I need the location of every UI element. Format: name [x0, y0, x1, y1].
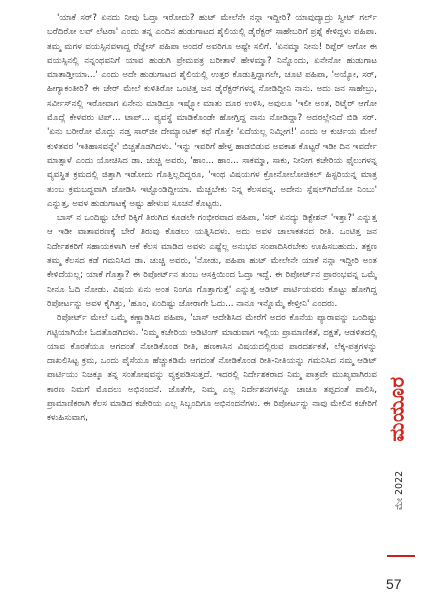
magazine-masthead [376, 365, 418, 453]
article-paragraph-2: ಬಾಸ್ ನ ಒಂದಿಷ್ಟು ಬೇರೆ ರಿಕ್ಕಿಗೆ ತಿರುಗಿದ ಕೂಡಲೇ ಗಂಭೀರವಾದ ಪಹಿಪಾ, 'ಸರ್ ಏನದ್ಯು ಡಿಕ್ಟೇಶನ್ 'ಇತ್ತಾ?' ಎನ್ನುತ್ತ ಆ ಇಡೀ ವಾತಾವರಣಕ್ಕೆ ಬೇರೆ ತಿರುವು ಕೊಡಲು ಯತ್ನಿಸಿದಳು. ಅದು ಅವಳ ಚಾಲಾಕತನದ ರೀತಿ. ಒಂಟಿತ್ತ ಜನ ನಿರ್ದೇಶಕರಿಗೆ ಸಹಾಯಕಳಾಗಿ ಆಕೆ ಕೆಲಸ ಮಾಡಿದ ಅವಳು ಎಷ್ಟೆಲ್ಲ ಅನುಭವ ಸಂಪಾದಿಸಿರಬೇಕು ಊಹಿಸಬಹುದು. ತಕ್ಷಣ ತಮ್ಮ ಕೆಲಸದ ಕಡೆ ಗಮನಿಸಿದ ಡಾ. ಚುಚ್ಚಿ ಅವರು, 'ನೋಡು, ಪಹಿಪಾ ಹುಟ್ ಮೇಲೇನೇ ಯಾಕೆ ನನ್ಗಾ ಇದ್ದೀರಿ ಅಂತ ಕೇಳಿದೆಯಲ್ಲ; ಯಾಕೆ ಗೊತ್ತಾ? ಈ ರಿಪೋರ್ಟ್‌ನ ತುಂಬ ಆಸಕ್ತಿಯಿಂದ ಓದ್ತಾ ಇದ್ದೆ. ಈ ರಿಪೋರ್ಟ್‌ನ ಪ್ರಾರಂಭವನ್ನ ಒಮ್ಮೆ ನೀನೂ ಓದಿ ನೋಡು. ವಿಷಯ ಏನು ಅಂತ ನಿಂಗೂ ಗೊತ್ತಾಗುತ್ತೆ' ಎನ್ನುತ್ತ ಆಡಿಟ್ ಪಾರ್ಟಿಯವರು ಕೊಟ್ಟು ಹೋಗಿದ್ದ ರಿಪೋರ್ಟನ್ನು ಅವಳ ಕೈಗಿತ್ತು, 'ಹೂಂ, ಏಂದಿಷ್ಟು ಜೋರಾಗೇ ಓದು... ನಾನೂ ಇನ್ನೊಮ್ಮೆ ಕೇಳ್ತೀನಿ' ಎಂದರು. [47, 213, 377, 309]
issue-date-text: ಮೇ 2022 [394, 470, 406, 510]
issue-date [383, 460, 417, 520]
article-paragraph-1: 'ಯಾಕೆ ಸರ್? ಏನದು ನೀವು ಓದ್ತಾ ಇರೋದು? ಹುಟ್ ಮೇಲೆನೇ ನನ್ಗಾ ಇದ್ದೀರಿ? ಯಾವುದ್ಯಾದ್ರು ಸ್ವೀಟ್ ಗರ್ಲ್ ಬರೆದಿರೋ ಲವ್ ಲೆಟರಾ' ಎಂದು ತನ್ನ ಎಂದಿನ ಹುಡುಗಾಟದ ಶೈಲಿಯಲ್ಲಿ ಡೈರೆಕ್ಟರ್ ಸಾಹೇಬರಿಗೆ ಪ್ರಶ್ನೆ ಕೇಳಿದ್ದಳು ಪಹಿಪಾ. ತಮ್ಮ ಮಗಳ ವಯಸ್ಸಿನವಳಾದ್ದ ರೆಜ್ಞೇಸ್ ಪಹಿಪಾ ಅಂದರೆ ಅವರಿಗೂ ಅಷ್ಟೇ ಸಲಿಗೆ. 'ಏನಮ್ಮಾ ನೀನು! ರಿಪ್ಪೆರ್ ಆಗೋ ಈ ವಯಸ್ಸಿನಲ್ಲಿ ನನ್ನಂಥವನಿಗೆ ಯಾವ ಹುಡುಗಿ ಪ್ರೇಮಪತ್ರ ಬರೀತಾಳೆ ಹೇಳಮ್ಮಾ? ನಿನ್ನೊಂದು, ಏನೇನೋ ಹುಡುಗಾಟ ಮಾತಾಡ್ತೀಯಾ...' ಎಂದು ಅದೇ ಹುಡುಗಾಟದ ಶೈಲಿಯಲ್ಲಿ ಉತ್ತರ ಕೊಡುತ್ತಿದ್ದಾಗಲೇ, ಚೂಟಿ ಪಹಿಪಾ, 'ಅಯ್ಯೋ, ಸರ್, ಹೀಗ್ಯಾಕಂತೀರಿ? ಈ ಚೇರ್ ಮೇಲೆ ಕುಳಿತಿರೋ ಒಂಟಿತ್ತ ಜನ ಡೈರೆಕ್ಟರ್‌ಗಳನ್ನ ನೋಡಿದ್ದೀನಿ ನಾನು. ಅದು ಜನ ಸಾಹೇಬ್ರು, ಸರ್ವೀಸ್‌ನಲ್ಲಿ ಇರೋವಾಗ ಏನೇನು ಮಾಡಿದ್ರೂ ಇಷ್ಟ್ಕೋ ಮಾತು ದೂರ ಉಳಿಸಿ, ಅವುಲೂ 'ಇಲೀ ಅಂತ, ರಿಟೈರ್ ಆಗೋ ಮೊದ್ಲೆ ಕೇಳವರು ಟಿಪ್... ಟಾಪ್... ವ್ಯವಸ್ಥೆ ಮಾಡಿಕೊಂಡೇ ಹೋಗ್ತಿದ್ದ ನಾನು ನೋಡಿದ್ದಾ? ಅದರಲ್ಲೇನಿದೆ ಬಿಡಿ ಸರ್. 'ಏನು ಬರೀರೋ ಮೊದ್ಲು ನಡ್ತ ಸಾರ್‌ಜೀ ದೇಮ್ಯಾಂಟಿಕ್ ಕಥೆ ಗೊತ್ತೇ 'ಏದೆಯಲ್ಲ ನಿಮ್ಗೀಗ!' ಎಂದು ಆ ಕುರ್ಚಿಯ ಮೇಲೆ ಕುಳಿತವರ 'ಇತಿಹಾಸವನ್ನೇ' ಬಿಚ್ಚತೊಡಗಿದಳು. 'ಇನ್ನು ಇವರಿಗೆ ಹೇಳ್ತ ಹಾಡಬಿಡುವ ಅವಕಾಶ ಕೊಟ್ಟರೆ ಇಡೀ ದಿನ ಇವರ್ದೇ ಮಾತ್ಸಾಳೆ ಎಂದು ಯೋಚಿಸಿದ ಡಾ. ಚುಚ್ಚಿ ಅವರು, 'ಹಾಂ... ಹಾಂ... ಸಾಕಮ್ಮಾ, ಸಾಕು, ನೀನೀಗ ಕಚೇರಿಯ ಫೈಲುಗಳನ್ನ ವ್ಯವಸ್ಥಿತ ಕ್ರಮದಲ್ಲಿ ಜಿತ್ತಾಗಿ ಇಡೋದು ಗೊತ್ತಿಲ್ಲದಿದ್ದರೂ, 'ಇಂಥ ವಿಷಯಗಳ ಕ್ರೋನೋಲೋಜಿಕಲ್ ಹಿಸ್ಟರಿಯನ್ನ ಮಾತ್ರ ತುಂಬ ಕ್ರಮಬದ್ಧವಾಗಿ ಜೋಡಿಸಿ ಇಟ್ಟೊಂಡಿದ್ದೀಯಾ. ಮೆಚ್ಚಬೇಕು ನಿನ್ನ ಕೆಲಸವನ್ನ. ಅದೇನು ಸ್ಪೆಷಲ್‌ಗಿದೆಯೋ ನಿಂಬು' ಎನ್ನುತ್ತ, ಅವಳ ಹುಡುಗಾಟಕ್ಕೆ ಅಷ್ಟು ಹೇಳುವ ಸೂಚನೆ ಕೊಟ್ಟರು. [47, 13, 377, 209]
article-body [47, 11, 377, 571]
masthead-title: ಮಯೂರ [385, 376, 409, 442]
page-number: 57 [386, 576, 402, 592]
footer-divider [387, 555, 415, 557]
article-paragraph-3: ರಿಪೋರ್ಟ್ ಮೇಲೆ ಒಮ್ಮೆ ಕಣ್ಣಾಡಿಸಿದ ಪಹಿಪಾ, 'ಬಾಸ್ ಆದೇಶಿಸಿದ ಮೇರೆಗೆ ಅದರ ಕೊನೆಯ ಪ್ಯಾರಾವನ್ನು ಒಂದಿಷ್ಟು ಗಟ್ಟಿಯಾಗಿಯೇ ಓದತೊಡಗಿದಳು. 'ನಿಮ್ಮ ಕಚೇರಿಯ ಆಡಿಟಿಂಗ್ ಮಾಡುವಾಗ ಇಲ್ಲಿಯ ಪ್ರಾಮಾಣಿಕತೆ, ದಕ್ಷತೆ, ಆಡಳಿತದಲ್ಲಿ ಯಾವ ಕೊರತೆಯೂ ಆಗದಂತೆ ನೋಡಿಕೊಂಡ ರೀತಿ, ಹಣಕಾಸಿನ ವಿಷಯದಲ್ಲಿರುವ ಪಾರದರ್ಶಕತೆ, ಲೆಕ್ಕ-ಪತ್ರಗಳನ್ನು ದಾಖಲಿಸಿಟ್ಟ ಕ್ರಮ, ಒಂದು ಪೈಸೆಯೂ ಹೆಚ್ಚುಕಡಿಮೆ ಆಗದಂತೆ ನೋಡಿಕೊಂಡ ರೀತಿ-ನೀತಿಯನ್ನು ಗಮನಿಸಿದ ನಮ್ಮ ಆಡಿಟ್ ಪಾರ್ಟಿಯು ನಿಜಕ್ಕೂ ತನ್ನ ಸಂತೋಷವನ್ನು ವ್ಯಕ್ತಪಡಿಸುತ್ತದೆ. ಇದರಲ್ಲಿ ನಿರ್ದೇಶಕರಾದ ನಿಮ್ಮ ಪಾತ್ರವೇ ಮುಖ್ಯವಾಗಿರುವ ಕಾರಣ ನಿಮಗೆ ಮೊದಲು ಅಭಿನಂದನೆ. ಜೊತೆಗೇ, ನಿಮ್ಮ ಎಲ್ಲ ನಿರ್ದೇಶನಗಳನ್ನೂ ಚಾಚೂ ತಪ್ಪದಂತೆ ಪಾಲಿಸಿ, ಪ್ರಾಮಾಣಿಕರಾಗಿ ಕೆಲಸ ಮಾಡಿದ ಕಚೇರಿಯ ಎಲ್ಲ ಸಿಬ್ಬಂದಿಗೂ ಅಭಿನಂದನೆಗಳು. ಈ ರಿಪೋರ್ಟನ್ನು ನಾವು ಮೇಲಿನ ಕಚೇರಿಗೆ ಕಳುಹಿಸುವಾಗ, [47, 313, 377, 424]
